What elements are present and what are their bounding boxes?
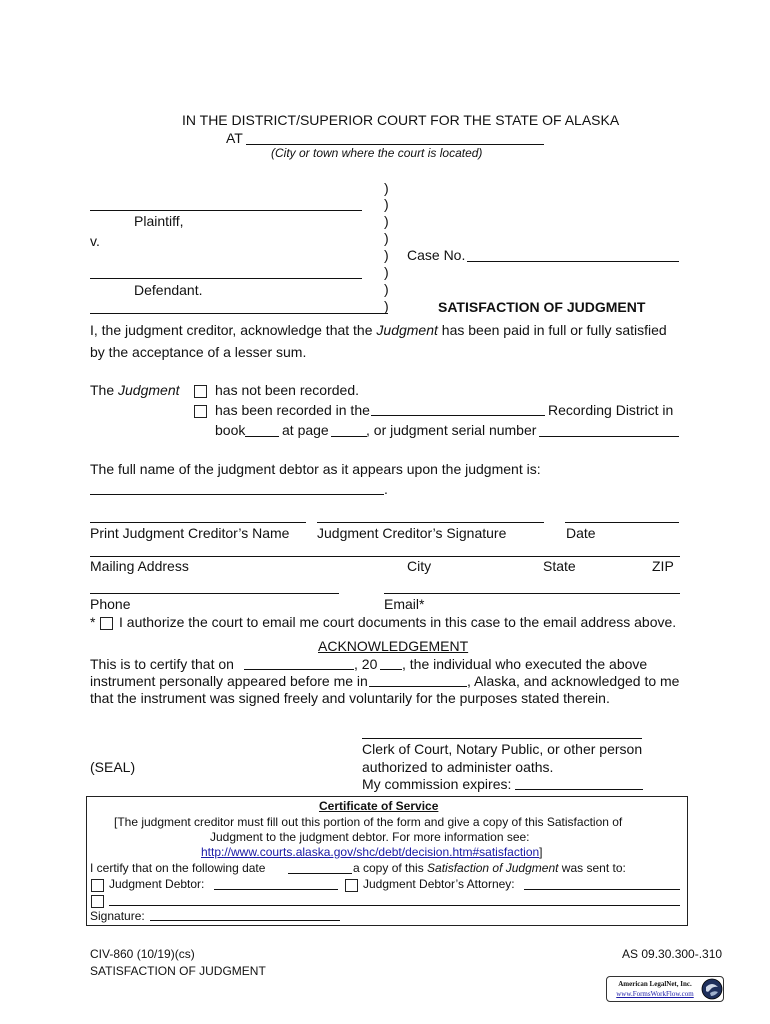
vendor-logo-icon bbox=[701, 978, 723, 1000]
email-authorize-label: I authorize the court to email me court documents in this case to the email address above. bbox=[119, 614, 677, 630]
cert-signature-line[interactable] bbox=[150, 920, 340, 921]
ack-line1-a: This is to certify that on bbox=[90, 656, 234, 672]
mailing-address-label: Mailing Address bbox=[90, 558, 189, 574]
phone-line[interactable] bbox=[90, 593, 339, 594]
certificate-instructions-1: [The judgment creditor must fill out this portion of the form and give a copy of this Satisfaction of bbox=[114, 815, 623, 829]
not-recorded-checkbox[interactable] bbox=[194, 383, 207, 401]
debtor-label: Judgment Debtor: bbox=[109, 877, 205, 891]
debtor-prompt: The full name of the judgment debtor as it appears upon the judgment is: bbox=[90, 461, 541, 477]
serial-line[interactable] bbox=[539, 436, 679, 437]
debtor-name-line[interactable] bbox=[90, 494, 384, 495]
ack-year-line[interactable] bbox=[380, 669, 402, 670]
email-label: Email* bbox=[384, 596, 425, 612]
form-name-footer: SATISFACTION OF JUDGMENT bbox=[90, 964, 266, 978]
recorded-label: has been recorded in the bbox=[215, 402, 370, 418]
zip-label: ZIP bbox=[652, 558, 674, 574]
form-title: SATISFACTION OF JUDGMENT bbox=[438, 299, 646, 315]
signature-label: Judgment Creditor’s Signature bbox=[317, 525, 507, 541]
ack-paragraph-line1: I, the judgment creditor, acknowledge that the Judgment has been paid in full or fully satisfied bbox=[90, 322, 667, 338]
cert-signature-label: Signature: bbox=[90, 909, 145, 923]
recording-district-line[interactable] bbox=[371, 415, 545, 416]
ack-place-line[interactable] bbox=[369, 686, 467, 687]
service-date-line[interactable] bbox=[288, 873, 352, 874]
clerk-line2: authorized to administer oaths. bbox=[362, 759, 554, 775]
creditor-name-line[interactable] bbox=[90, 522, 306, 523]
versus-label: v. bbox=[90, 233, 100, 249]
not-recorded-label: has not been recorded. bbox=[215, 382, 359, 398]
ack-line1-c: , the individual who executed the above bbox=[402, 656, 648, 672]
vendor-url[interactable]: www.FormsWorkFlow.com bbox=[616, 990, 694, 998]
defendant-line[interactable] bbox=[90, 278, 362, 279]
city-hint: (City or town where the court is located) bbox=[271, 146, 483, 160]
caption-bottom-line bbox=[90, 313, 388, 314]
debtor-period: . bbox=[384, 481, 388, 497]
ack-line1-b: , 20 bbox=[354, 656, 378, 672]
plaintiff-line[interactable] bbox=[90, 210, 362, 211]
case-no-line[interactable] bbox=[467, 261, 679, 262]
vendor-badge bbox=[606, 976, 724, 1002]
attorney-line[interactable] bbox=[524, 889, 680, 890]
certificate-title: Certificate of Service bbox=[319, 799, 439, 813]
ack-line2-b: , Alaska, and acknowledged to me bbox=[467, 673, 680, 689]
email-line[interactable] bbox=[384, 593, 680, 594]
mailing-address-line[interactable] bbox=[90, 556, 680, 557]
attorney-checkbox[interactable] bbox=[345, 877, 358, 895]
certificate-instructions-2: Judgment to the judgment debtor. For more information see: bbox=[210, 830, 530, 844]
book-label: book bbox=[215, 422, 246, 438]
clerk-line1: Clerk of Court, Notary Public, or other person bbox=[362, 741, 643, 757]
defendant-label: Defendant. bbox=[134, 282, 203, 298]
at-label: AT bbox=[226, 130, 243, 146]
certify-line-a: I certify that on the following date bbox=[90, 861, 266, 875]
date-line[interactable] bbox=[565, 522, 679, 523]
ack-line3: that the instrument was signed freely and voluntarily for the purposes stated therein. bbox=[90, 690, 610, 706]
state-label: State bbox=[543, 558, 576, 574]
debtor-line[interactable] bbox=[214, 889, 338, 890]
page-line[interactable] bbox=[331, 436, 367, 437]
certify-line-b: a copy of this Satisfaction of Judgment was sent to: bbox=[353, 861, 626, 875]
commission-label: My commission expires: bbox=[362, 776, 512, 792]
creditor-signature-line[interactable] bbox=[317, 522, 544, 523]
recorded-checkbox[interactable] bbox=[194, 403, 207, 421]
print-name-label: Print Judgment Creditor’s Name bbox=[90, 525, 290, 541]
case-no-label: Case No. bbox=[407, 247, 466, 263]
acknowledgement-heading: ACKNOWLEDGEMENT bbox=[318, 638, 469, 654]
decision-link[interactable]: http://www.courts.alaska.gov/shc/debt/decision.htm#satisfaction bbox=[201, 845, 540, 859]
ack-date-line[interactable] bbox=[244, 669, 354, 670]
serial-label: , or judgment serial number bbox=[366, 422, 537, 438]
court-city-line[interactable] bbox=[246, 144, 544, 145]
ack-line2-a: instrument personally appeared before me in bbox=[90, 673, 368, 689]
email-authorize-checkbox[interactable] bbox=[100, 615, 113, 633]
court-heading: IN THE DISTRICT/SUPERIOR COURT FOR THE STATE OF ALASKA bbox=[182, 112, 620, 128]
ack-paragraph-line2: by the acceptance of a lesser sum. bbox=[90, 344, 307, 360]
plaintiff-label: Plaintiff, bbox=[134, 213, 184, 229]
form-number: CIV-860 (10/19)(cs) bbox=[90, 947, 195, 961]
seal-label: (SEAL) bbox=[90, 759, 136, 775]
page-label: at page bbox=[282, 422, 329, 438]
clerk-signature-line[interactable] bbox=[362, 738, 642, 739]
recording-district-label: Recording District in bbox=[548, 402, 674, 418]
other-recipient-line[interactable] bbox=[109, 905, 680, 906]
certificate-url-row: http://www.courts.alaska.gov/shc/debt/decision.htm#satisfaction] bbox=[201, 845, 543, 859]
attorney-label: Judgment Debtor’s Attorney: bbox=[363, 877, 515, 891]
asterisk-mark: * bbox=[90, 614, 96, 630]
statute-ref: AS 09.30.300-.310 bbox=[622, 947, 723, 961]
city-label: City bbox=[407, 558, 432, 574]
commission-line[interactable] bbox=[515, 789, 643, 790]
judgment-status-label: The Judgment bbox=[90, 382, 180, 398]
vendor-name: American LegalNet, Inc. bbox=[618, 980, 692, 988]
book-line[interactable] bbox=[245, 436, 279, 437]
date-label: Date bbox=[566, 525, 596, 541]
phone-label: Phone bbox=[90, 596, 131, 612]
